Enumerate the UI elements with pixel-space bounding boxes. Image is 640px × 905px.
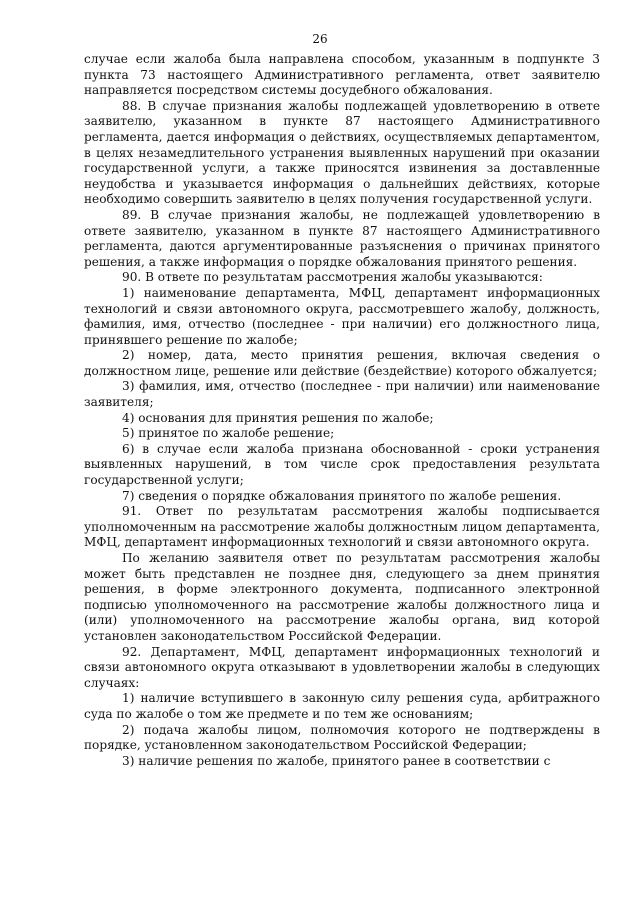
paragraph-89: 89. В случае признания жалобы, не подлежащей удовлетворению в ответе заявителю, указанном в пункте 87 настоящего Административного регламента, даются аргументированные разъяснения о причинах принятого решения, а также информация о порядке обжалования принятого решения. — [84, 207, 600, 269]
page-number: 26 — [312, 32, 328, 46]
paragraph-electronic-response: По желанию заявителя ответ по результатам рассмотрения жалобы может быть представлен не позднее дня, следующего за днем принятия решения, в форме электронного документа, подписанного электронной подписью уполномоченного на рассмотрение жалобы должностного лица и (или) уполномоченного на рассмотрение жалобы органа, вид которой установлен законодательством Российской Федерации. — [84, 551, 600, 643]
list-item: 4) основания для принятия решения по жалобе; — [122, 410, 434, 425]
list-item: 6) в случае если жалоба признана обоснованной - сроки устранения выявленных нарушений, в том числе срок предоставления результата государственной услуги; — [84, 441, 600, 488]
document-body — [84, 52, 600, 769]
list-item: 3) наличие решения по жалобе, принятого ранее в соответствии с — [122, 753, 551, 768]
paragraph-92: 92. Департамент, МФЦ, департамент информационных технологий и связи автономного округа отказывают в удовлетворении жалобы в следующих случаях: — [84, 644, 600, 690]
paragraph-continuation: случае если жалоба была направлена способом, указанным в подпункте 3 пункта 73 настоящего Административного регламента, ответ заявителю направляется посредством системы досудебного обжалования. — [84, 52, 600, 98]
list-item: 3) фамилия, имя, отчество (последнее - при наличии) или наименование заявителя; — [84, 379, 600, 410]
paragraph-88: 88. В случае признания жалобы подлежащей удовлетворению в ответе заявителю, указанном в пункте 87 настоящего Административного регламента, дается информация о действиях, осуществляемых департаментом, в целях незамедлительного устранения выявленных нарушений при оказании государственной услуги, а также приносятся извинения за доставленные неудобства и указывается информация о дальнейших действиях, которые необходимо совершить заявителю в целях получения государственной услуги. — [84, 98, 600, 207]
list-item: 1) наименование департамента, МФЦ, департамент информационных технологий и связи автономного округа, рассмотревшего жалобу, должность, фамилия, имя, отчество (последнее - при наличии) его должностного лица, принявшего решение по жалобе; — [84, 285, 600, 347]
list-item: 1) наличие вступившего в законную силу решения суда, арбитражного суда по жалобе о том же предмете и по тем же основаниям; — [84, 691, 600, 721]
list-item: 7) сведения о порядке обжалования принятого по жалобе решения. — [122, 488, 562, 503]
paragraph-91: 91. Ответ по результатам рассмотрения жалобы подписывается уполномоченным на рассмотрение жалобы должностным лицом департамента, МФЦ, департамент информационных технологий и связи автономного округа. — [84, 504, 600, 550]
list-item: 5) принятое по жалобе решение; — [122, 426, 335, 441]
paragraph-90: 90. В ответе по результатам рассмотрения жалобы указываются: — [122, 270, 543, 285]
list-item: 2) подача жалобы лицом, полномочия которого не подтверждены в порядке, установленном законодательством Российской Федерации; — [84, 722, 600, 753]
list-item: 2) номер, дата, место принятия решения, включая сведения о должностном лице, решение или действие (бездействие) которого обжалуется; — [84, 348, 600, 378]
